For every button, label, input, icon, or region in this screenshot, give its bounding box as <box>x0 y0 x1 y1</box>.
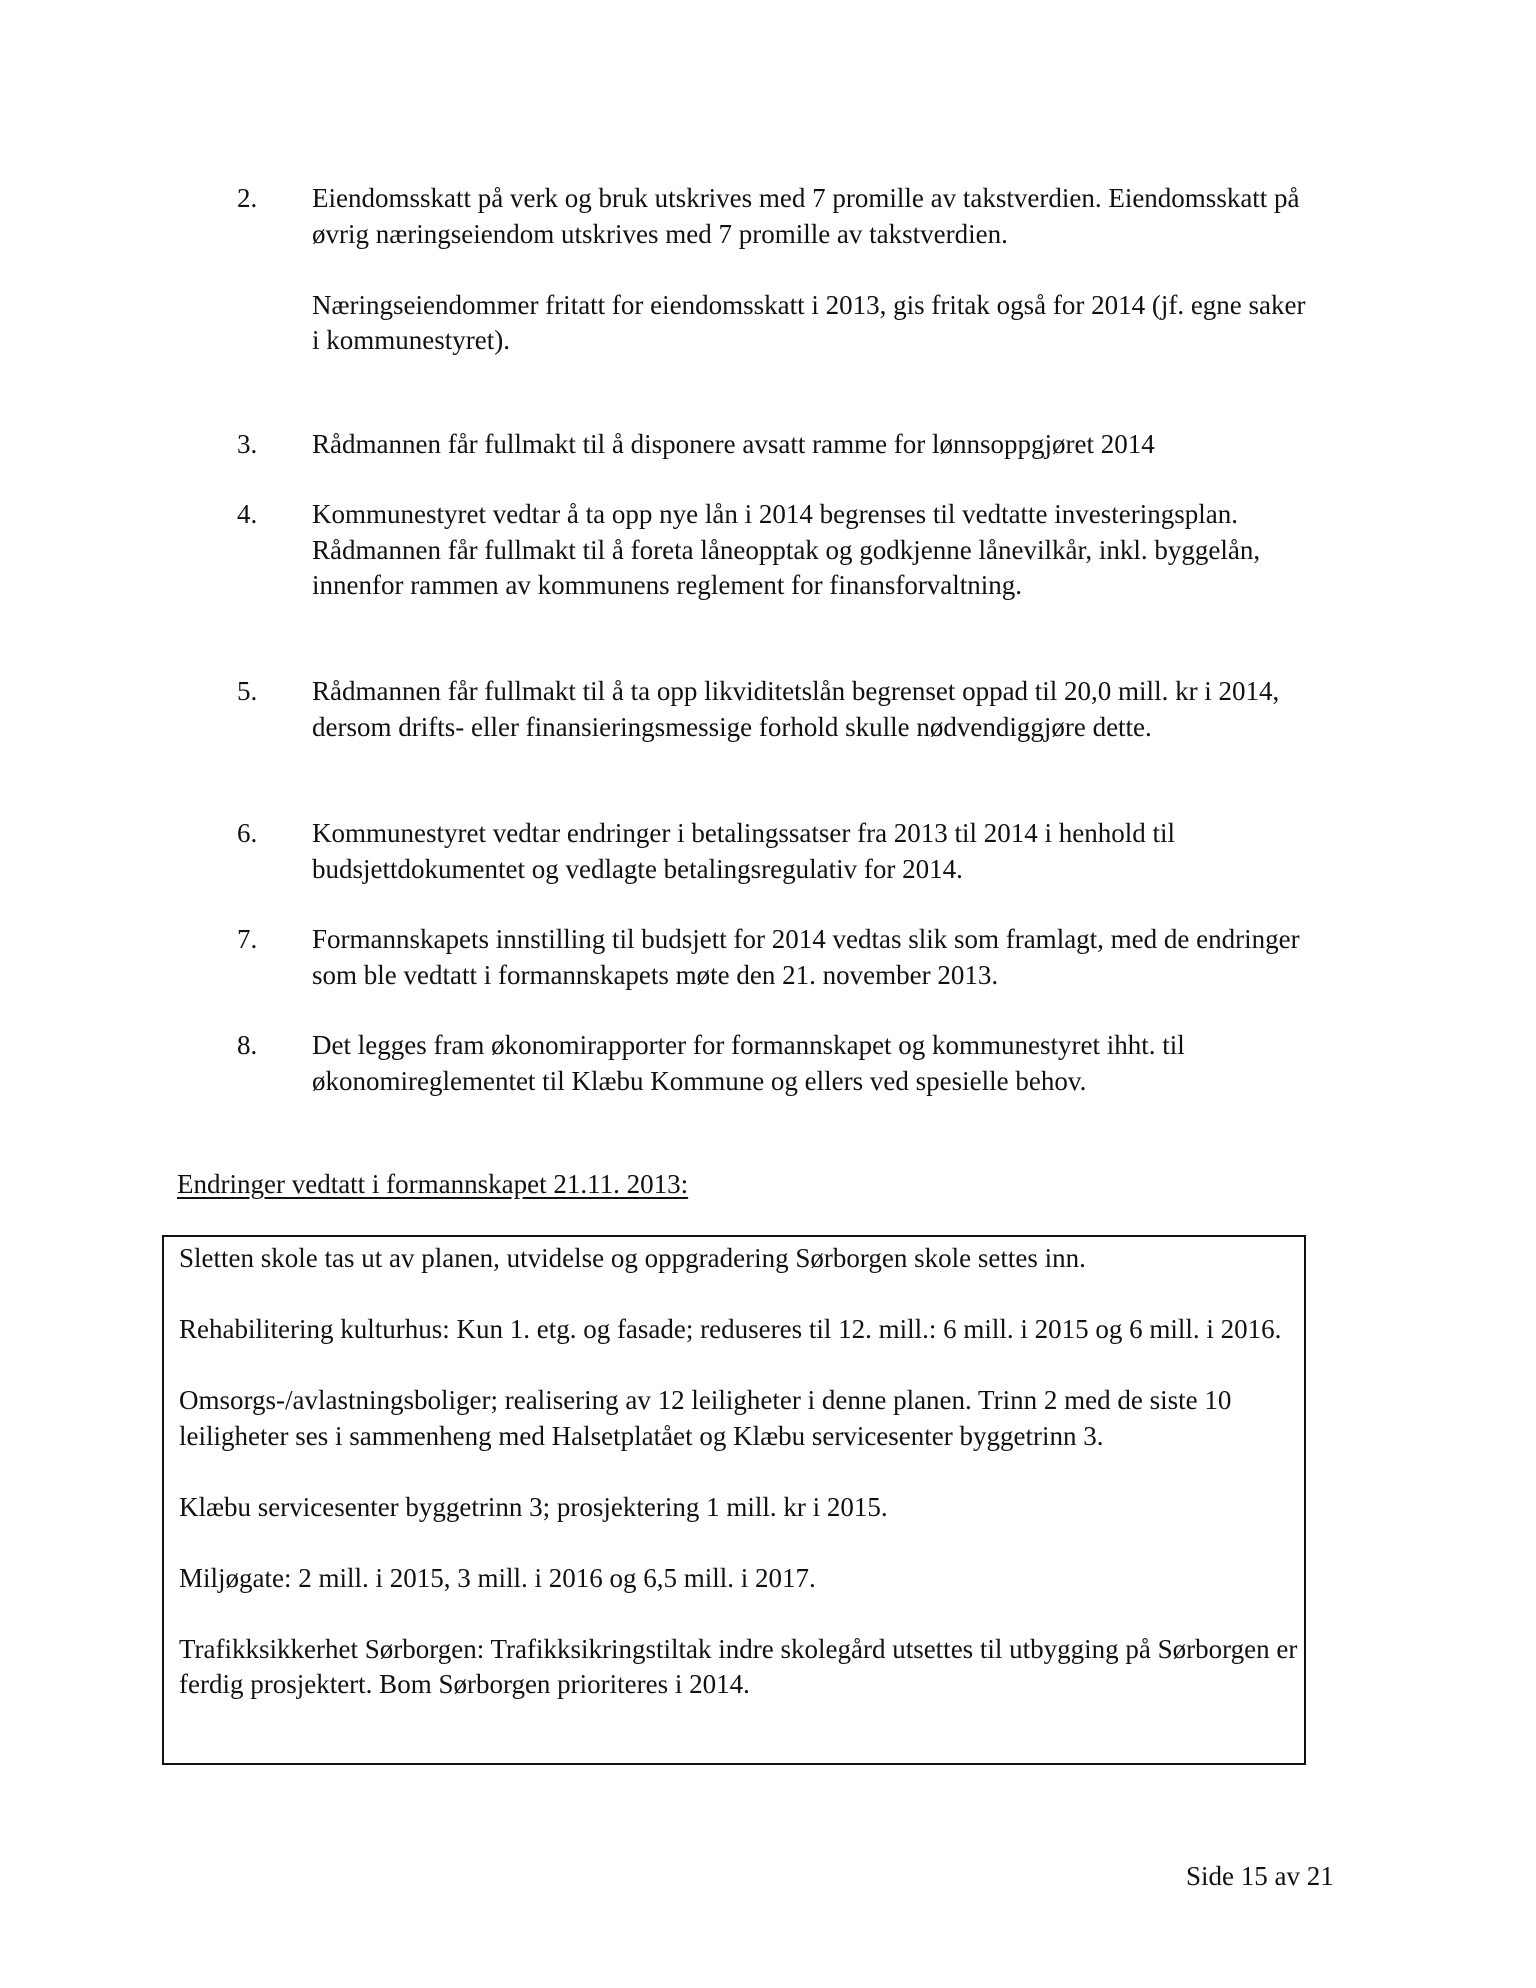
paragraph: Næringseiendommer fritatt for eiendomsskatt i 2013, gis fritak også for 2014 (jf. egne saker i kommunestyret). <box>312 289 1306 355</box>
paragraph: Rådmannen får fullmakt til å ta opp likviditetslån begrenset oppad til 20,0 mill. kr i 2014, dersom drifts- eller finansieringsmessige forhold skulle nødvendiggjøre dette. <box>312 676 1280 742</box>
change-item: Sletten skole tas ut av planen, utvidelse og oppgradering Sørborgen skole settes inn. <box>179 1243 1086 1273</box>
list-item-text <box>312 816 1317 887</box>
list-number: 6. <box>237 818 258 848</box>
list-item-text <box>312 922 1317 993</box>
change-item: Omsorgs-/avlastningsboliger; realisering av 12 leiligheter i denne planen. Trinn 2 med de siste 10 leiligheter ses i sammenheng med Halsetplatået og Klæbu servicesenter byggetrinn 3. <box>179 1385 1232 1451</box>
list-item-text <box>312 674 1317 745</box>
list-item-text <box>312 427 1317 463</box>
list-item-text <box>312 181 1317 359</box>
list-item-text <box>312 497 1317 604</box>
paragraph: Rådmannen får fullmakt til å disponere avsatt ramme for lønnsoppgjøret 2014 <box>312 429 1155 459</box>
list-number: 7. <box>237 924 258 954</box>
paragraph: Det legges fram økonomirapporter for formannskapet og kommunestyret ihht. til økonomireglementet til Klæbu Kommune og ellers ved spesielle behov. <box>312 1030 1185 1096</box>
paragraph: Kommunestyret vedtar å ta opp nye lån i 2014 begrenses til vedtatte investeringsplan. Rådmannen får fullmakt til å foreta låneopptak og godkjenne lånevilkår, inkl. byggelån, innenfor rammen av kommunens reglement for finansforvaltning. <box>312 499 1261 600</box>
page-number: Side 15 av 21 <box>1186 1861 1334 1891</box>
list-number: 2. <box>237 183 258 213</box>
change-item: Trafikksikkerhet Sørborgen: Trafikksikringstiltak indre skolegård utsettes til utbygging på Sørborgen er ferdig prosjektert. Bom Sørborgen prioriteres i 2014. <box>179 1633 1298 1699</box>
list-number: 5. <box>237 676 258 706</box>
changes-heading: Endringer vedtatt i formannskapet 21.11. 2013: <box>177 1169 689 1199</box>
list-number: 8. <box>237 1030 258 1060</box>
list-number: 3. <box>237 429 258 459</box>
change-item: Rehabilitering kulturhus: Kun 1. etg. og fasade; reduseres til 12. mill.: 6 mill. i 2015 og 6 mill. i 2016. <box>179 1314 1282 1344</box>
changes-box <box>162 1235 1306 1765</box>
paragraph: Kommunestyret vedtar endringer i betalingssatser fra 2013 til 2014 i henhold til budsjettdokumentet og vedlagte betalingsregulativ for 2014. <box>312 818 1176 884</box>
change-item: Klæbu servicesenter byggetrinn 3; prosjektering 1 mill. kr i 2015. <box>179 1491 888 1522</box>
list-number: 4. <box>237 499 258 529</box>
paragraph: Formannskapets innstilling til budsjett for 2014 vedtas slik som framlagt, med de endringer som ble vedtatt i formannskapets møte den 21. november 2013. <box>312 924 1300 990</box>
change-item: Miljøgate: 2 mill. i 2015, 3 mill. i 2016 og 6,5 mill. i 2017. <box>179 1562 816 1593</box>
paragraph: Eiendomsskatt på verk og bruk utskrives med 7 promille av takstverdien. Eiendomsskatt på øvrig næringseiendom utskrives med 7 promille av takstverdien. <box>312 183 1300 249</box>
list-item-text <box>312 1028 1317 1099</box>
